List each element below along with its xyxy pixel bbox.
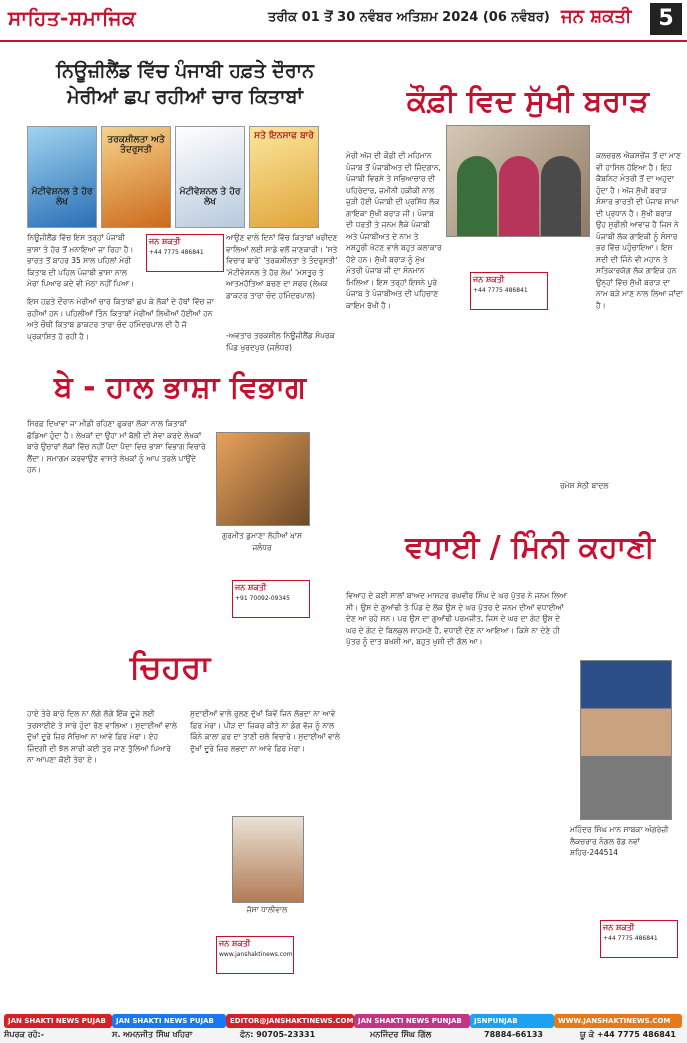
- footer-contact-name-1: ਸ. ਅਮਨਜੀਤ ਸਿੰਘ ਖਹਿਰਾ: [112, 1030, 193, 1039]
- book-title-1: ਮੋਟੀਵੇਸ਼ਨਲ ਤੇ ਹੋਰ ਲੇਖ: [31, 187, 93, 207]
- book-covers: [27, 126, 317, 226]
- ad-box-5: [216, 936, 294, 974]
- article3-headline: ਬੇ - ਹਾਲ ਭਾਸ਼ਾ ਵਿਭਾਗ: [53, 370, 307, 405]
- article3-photo: [216, 432, 310, 526]
- article4-headline: ਵਧਾਈ / ਮਿੰਨੀ ਕਹਾਣੀ: [405, 530, 655, 565]
- article1-text-left: ਨਿਊਜ਼ੀਲੈਂਡ ਵਿੱਚ ਇਸ ਤਰ੍ਹਾਂ ਪੰਜਾਬੀ ਭਾਸ਼ਾ ਤੇ ਹੋਰ ਤੋਂ ਮਨਾਇਆ ਜਾ ਰਿਹਾ ਹੈ। ਭਾਰਤ ਤੋਂ ਬਾਹਰ 35 ਸਾਲ ਪਹਿਲਾਂ ਮੇਰੀ ਕਿਤਾਬ ਦੀ ਪਹਿਲ ਪੰਜਾਬੀ ਭਾਸ਼ਾ ਨਾਲ ਮੇਰਾ ਪਿਆਰ ਕਦੇ ਵੀ ਮੱਠਾ ਨਹੀਂ ਪਿਆ।: [27, 233, 135, 288]
- page-footer: [0, 1013, 687, 1043]
- ad-box-4: [600, 920, 678, 958]
- book-cover-2: [101, 126, 171, 228]
- article1-text-mid: ਆਉਣ ਵਾਲੇ ਦਿਨਾਂ ਵਿੱਚ ਕਿਤਾਬਾਂ ਖਰੀਦਣ ਵਾਲਿਆਂ ਲਈ ਸਾਡੇ ਵਲੋਂ ਜਾਣਕਾਰੀ। 'ਸਤੇ ਵਿਚਾਰ ਬਾਰੇ' 'ਤਰਕਸ਼ੀਲਤਾ ਤੇ ਤੰਦਰੁਸਤੀ' 'ਮੋਟੀਵੇਸ਼ਨਲ ਤੇ ਹੋਰ ਲੇਖ' 'ਮਸਤੂਰ ਤੇ ਆਤਮਹੱਤਿਆ ਬਚਣ ਦਾ ਸਫਰ (ਲੇਖਕ ਡਾਕਟਰ ਤਾਰਾ ਚੰਦ ਹਮਿੰਦਰਪਾਲ): [226, 233, 338, 300]
- photo-person-3: [541, 156, 581, 236]
- ad-phone: +44 7775 486841: [603, 935, 658, 942]
- footer-email-link[interactable]: EDITOR@JANSHAKTINEWS.COM: [226, 1014, 354, 1028]
- ad-brand: ਜਨ ਸ਼ਕਤੀ: [603, 923, 635, 932]
- ad-phone: www.janshaktinews.com: [219, 951, 293, 958]
- article4-photo: [580, 660, 672, 820]
- book-cover-3: [175, 126, 245, 228]
- footer-twitter-link[interactable]: JSNPUNJAB: [470, 1014, 554, 1028]
- footer-contact-name-2: ਮਨਜਿੰਦਰ ਸਿੰਘ ਗਿੱਲ: [370, 1030, 432, 1039]
- ad-brand: ਜਨ ਸ਼ਕਤੀ: [149, 237, 181, 246]
- ad-brand: ਜਨ ਸ਼ਕਤੀ: [219, 939, 251, 948]
- book-cover-1: [27, 126, 97, 228]
- footer-contact-uk: ਯੂ ਕੇ +44 7775 486841: [580, 1030, 676, 1039]
- article3-text: ਸਿਰਫ਼ ਦਿਖਾਵਾ ਜਾ ਮੀਡੀ ਰਹਿਣਾ ਫੁਕਰਾ ਲੋਕਾ ਨਾਲ ਕਿਤਾਬਾਂ ਛੱਡਿਆ ਹੁੰਦਾ ਹੈ। ਲੇਖਕਾਂ ਦਾ ਉਹਾ ਮਾਂ ਬੋਲੀ ਦੀ ਸੇਵਾ ਕਰਦੇ ਲੇਖਕਾਂ ਬਾਰੇ ਉਚਾਰਾਂ ਲੋਕਾਂ ਵਿੱਚ ਨਹੀਂ ਪੈਦਾ ਪੈਦਾ ਵਿਚ ਭਾਸ਼ਾ ਵਿਭਾਗ ਵਿਚਾਰੇ ਲੈਂਦਾ। ਸਮਾਗਮ ਕਰਵਾਉਣ ਵਾਸਤੇ ਲੇਖਕਾਂ ਨੂੰ ਆਪ ਤਰਲੇ ਪਾਉਂਦੇ ਹਨ।: [27, 419, 206, 474]
- article2-text-right: ਕਲਚਰਲ ਐਕਸਚੇਂਜ ਤੋਂ ਦਾ ਮਾਣ ਵੀ ਹਾਸਿਲ ਹੋਇਆ ਹੈ। ਇਹ ਕੈਬਨਿਟ ਮੰਤਰੀ ਤੋਂ ਦਾ ਅਹੁਦਾ ਹੁੰਦਾ ਹੈ। ਅੱਜ ਸੁੱਖੀ ਬਰਾੜ ਸੰਸਾਰ ਭਾਰਤੀ ਦੀ ਪੰਜਾਬ ਸ਼ਾਖਾ ਦੀ ਪ੍ਰਧਾਨ ਹੈ। ਸੁੱਖੀ ਬਰਾੜ ਉਹ ਸੁਰੀਲੀ ਆਵਾਜ਼ ਹੈ ਜਿਸ ਨੇ ਪੰਜਾਬੀ ਲੋਕ ਗਾਇਕੀ ਨੂੰ ਸੰਸਾਰ ਭਰ ਵਿੱਚ ਪਹੁੰਚਾਇਆ। ਇਸ ਸਦੀ ਦੀ ਜਿੰਨੇ ਵੀ ਮਹਾਨ ਤੇ ਸਤਿਕਾਰਯੋਗ ਲੋਕ ਗਾਇਕ ਹਨ ਉਨ੍ਹਾਂ ਵਿੱਚ ਸੁੱਖੀ ਬਰਾੜ ਦਾ ਨਾਮ ਬੜੇ ਮਾਣ ਨਾਲ ਲਿਆ ਜਾਂਦਾ ਹੈ।: [596, 151, 683, 310]
- issue-date: ਤਰੀਕ 01 ਤੋਂ 30 ਨਵੰਬਰ ਅਤਿਸ਼ਮ 2024 (06 ਨਵੰਬਰ): [268, 10, 550, 25]
- book-cover-4: [249, 126, 319, 228]
- footer-instagram-link[interactable]: JAN SHAKTI NEWS PUNJAB: [354, 1014, 470, 1028]
- page-number: 5: [650, 3, 682, 35]
- footer-facebook-link[interactable]: JAN SHAKTI NEWS PUJAB: [112, 1014, 226, 1028]
- book-title-2: ਤਰਕਸ਼ੀਲਤਾ ਅਤੇ ਤੰਦਰੁਸਤੀ: [107, 135, 165, 155]
- ad-box-3: [232, 580, 310, 618]
- ad-brand: ਜਨ ਸ਼ਕਤੀ: [235, 583, 267, 592]
- footer-youtube-link[interactable]: JAN SHAKTI NEWS PUJAB: [4, 1014, 112, 1028]
- article5-text-right: ਸੁਦਾਈਆਂ ਵਾਲੇ ਰੁਲਣ ਦੁੱਖਾਂ ਕਿਵੇਂ ਜਿਨ ਲੱਭਦਾ ਨਾ ਆਵੇ ਫ਼ਿਰ ਮੇਰਾ। ਪੀੜ ਦਾ ਜ਼ਿਕਰ ਕੀਤੇ ਨਾ ਡੰਗ ਵੱਜ ਨੂੰ ਨਾਲ ਕਿੰਨੇ ਕਾਲਾ ਫ਼ਰ ਦਾ ਤਾਣੀ ਚਲੇ ਵਿਚਾਰੇ। ਸੁਦਾਈਆਂ ਵਾਲੇ ਦੁੱਖਾਂ ਦੂਰੇ ਜ਼ਿਰ ਲਭਦਾ ਨਾ ਆਵੇ ਫ਼ਿਰ ਮੇਰਾ।: [190, 709, 340, 753]
- book-title-3: ਮੋਟੀਵੇਸ਼ਨਲ ਤੇ ਹੋਰ ਲੇਖ: [179, 187, 241, 207]
- ad-phone: +91 70092-09345: [235, 595, 290, 602]
- section-title: ਸਾਹਿਤ-ਸਮਾਜਿਕ: [8, 6, 137, 30]
- article5-caption: ਜੱਸਾ ਧਾਲੀਵਾਲ: [246, 905, 288, 914]
- masthead-logo: ਜਨ ਸ਼ਕਤੀ: [561, 6, 632, 27]
- photo-person-2: [499, 156, 539, 236]
- footer-contact-label: ਸੰਪਰਕ ਰਹੋ:-: [4, 1030, 45, 1039]
- photo-person-1: [457, 156, 497, 236]
- footer-contact-phone-2: 78884-66133: [484, 1030, 543, 1039]
- article4-text: ਵਿਆਹ ਦੇ ਕਈ ਸਾਲਾਂ ਬਾਅਦ ਮਾਸਟਰ ਰਘਵੀਰ ਸਿੰਘ ਦੇ ਘਰ ਪੁੱਤਰ ਨੇ ਜਨਮ ਲਿਆ ਸੀ। ਉਸ ਦੇ ਗੁਆਂਢੀ ਤੇ ਪਿੰਡ ਦੇ ਲੋਕ ਉਸ ਦੇ ਘਰ ਪੁੱਤਰ ਦੇ ਜਨਮ ਦੀਆਂ ਵਧਾਈਆਂ ਦੇਣ ਆ ਰਹੇ ਸਨ। ਪਰ ਉਸ ਦਾ ਗੁਆਂਢੀ ਪਰਮਜੀਤ, ਜਿਸ ਦੇ ਘਰ ਦਾ ਗੇਟ ਉਸ ਦੇ ਘਰ ਦੇ ਗੇਟ ਦੇ ਬਿਲਕੁਲ ਸਾਹਮਣੇ ਹੈ, ਵਧਾਈ ਦੇਣ ਨਾ ਆਇਆ। ਕਿਸੇ ਨਾ ਦੇਣੇ ਹੀ ਪੁੱਤਰ ਨੂੰ ਦਾਤ ਬਖਸ਼ੀ ਆ, ਬਹੁਤ ਖੁਸ਼ੀ ਦੀ ਗੱਲ ਆ।: [346, 591, 568, 646]
- article2-author: ਰਮੇਸ਼ ਸੇਠੀ ਬਾਦਲ: [560, 481, 609, 490]
- article1-text-bottom: ਇਸ ਹਫ਼ਤੇ ਦੌਰਾਨ ਮੇਰੀਆਂ ਚਾਰ ਕਿਤਾਬਾਂ ਛਪ ਕੇ ਲੋਕਾਂ ਦੇ ਹੱਥਾਂ ਵਿੱਚ ਜਾ ਰਹੀਆਂ ਹਨ। ਪਹਿਲੀਆਂ ਤਿੰਨ ਕਿਤਾਬਾਂ ਮੇਰੀਆਂ ਲਿਖੀਆਂ ਹੋਈਆਂ ਹਨ ਅਤੇ ਚੌਥੀ ਕਿਤਾਬ ਡਾਕਟਰ ਤਾਰਾ ਚੰਦ ਹਮਿੰਦਰਪਾਲ ਦੀ ਹੈ ਜੋ ਪ੍ਰਕਾਸ਼ਿਤ ਹੋ ਰਹੀ ਹੈ।: [27, 297, 214, 341]
- ad-brand: ਜਨ ਸ਼ਕਤੀ: [473, 275, 505, 284]
- article1-headline: ਨਿਊਜ਼ੀਲੈਂਡ ਵਿੱਚ ਪੰਜਾਬੀ ਹਫ਼ਤੇ ਦੌਰਾਨ ਮੇਰੀਆਂ ਛਪ ਰਹੀਆਂ ਚਾਰ ਕਿਤਾਬਾਂ: [56, 60, 314, 108]
- ad-phone: +44 7775 486841: [149, 249, 204, 256]
- article5-headline: ਚਿਹਰਾ: [129, 648, 211, 686]
- article2-text-left: ਮੇਰੀ ਅੱਜ ਦੀ ਕੌਫ਼ੀ ਦੀ ਮਹਿਮਾਨ ਪੰਜਾਬ ਤੋਂ ਪੰਜਾਬੀਅਤ ਦੀ ਜ਼ਿੰਦਗਾਨ, ਪੰਜਾਬੀ ਵਿਰਸੇ ਤੇ ਸਭਿਆਚਾਰ ਦੀ ਪਹਿਰੇਦਾਰ, ਜ਼ਮੀਨੀ ਹਕੀਕੀ ਨਾਲ ਜੁੜੀ ਹੋਈ ਪੰਜਾਬੀ ਦੀ ਪ੍ਰਸਿੱਧ ਲੋਕ ਗਾਇਕਾ ਸੁੱਖੀ ਬਰਾੜ ਜੀ। ਪੰਜਾਬ ਦੀ ਧਰਤੀ ਤੇ ਜਨਮ ਲੈਕੇ ਪੰਜਾਬੀ ਅਤੇ ਪੰਜਾਬੀਅਤ ਦੇ ਨਾਮ ਤੇ ਮਸ਼ਹੂਰੀ ਖੱਟਣ ਵਾਲੇ ਬਹੁਤ ਕਲਾਕਾਰ ਹੋਏ ਹਨ। ਸੁੱਖੀ ਬਰਾੜ ਨੂੰ ਮੁੱਖ ਮੰਤਰੀ ਪੰਜਾਬ ਜੀ ਦਾ ਸੰਨਮਾਨ ਮਿਲਿਆ। ਇਸ ਤਰ੍ਹਾਂ ਇਸਨੇ ਪੂਰੇ ਪੰਜਾਬ ਤੇ ਪੰਜਾਬੀਅਤ ਦੀ ਪਹਿਚਾਣ ਕਾਇਮ ਰੱਖੀ ਹੈ।: [346, 151, 442, 310]
- article5-photo: [232, 816, 304, 903]
- article4-caption: ਮਹਿੰਦਰ ਸਿੰਘ ਮਾਨ ਸਾਬਕਾ ਅੰਗਰੇਜ਼ੀ ਲੈਕਚਰਾਰ ਨੰਗਲ ਰੋਡ ਨਵਾਂ ਸ਼ਹਿਰ-244514: [570, 825, 669, 857]
- book-title-4: ਸਤੇ ਇਨਸਾਫ ਬਾਰੇ: [254, 131, 314, 141]
- article1-author: -ਅਵਤਾਰ ਤਰਕਸ਼ੀਲ ਨਿਊਜ਼ੀਲੈਂਡ ਸੰਪਰਕ ਪਿੰਡ ਖੁਰਦਪੁਰ (ਜਲੰਧਰ): [226, 331, 335, 352]
- article5-text-left: ਹਾਏ ਤੇਰੇ ਬਾਰੇ ਦਿਲ ਨਾ ਲੱਗੇ ਲੱਗੇ ਇੱਕ ਦੂਜੇ ਲਈ ਤਰਸਾਈਏ ਤੇ ਸਾਰੇ ਹੁੰਦਾ ਰੋਣ ਵਾਲਿਆ। ਸੁਦਾਈਆਂ ਵਾਲੇ ਦੁੱਖਾਂ ਦੂਰੇ ਜ਼ਿਰ ਸੱਚਿਆ ਨਾ ਆਵੇ ਫ਼ਿਰ ਮੇਰਾ। ਏਹ ਜ਼ਿੰਦਗੀ ਦੀ ਝੱਲ ਸਾਰੀ ਕਈ ਤੁਰ ਜਾਣ ਤੁੱਲਿਆਂ ਪਿਆਰੇ ਨਾ ਆਪਣਾ ਕੋਈ ਤੇਰਾ ਏ।: [27, 709, 177, 764]
- article2-headline: ਕੌਫ਼ੀ ਵਿਦ ਸੁੱਖੀ ਬਰਾੜ: [406, 84, 650, 119]
- footer-website-link[interactable]: WWW.JANSHAKTINEWS.COM: [554, 1014, 682, 1028]
- ad-phone: +44 7775 486841: [473, 287, 528, 294]
- ad-box-2: [470, 272, 548, 310]
- article3-caption: ਗੁਰਮੀਤ ਡੁਮਾਣਾ ਲੋਹੀਆਂ ਖ਼ਾਸ ਜਲੰਧਰ: [221, 531, 303, 552]
- footer-contact-phone-1: ਫੋਨ: 90705-23331: [240, 1030, 316, 1039]
- article2-photo: [446, 125, 590, 237]
- ad-box-1: [146, 234, 224, 272]
